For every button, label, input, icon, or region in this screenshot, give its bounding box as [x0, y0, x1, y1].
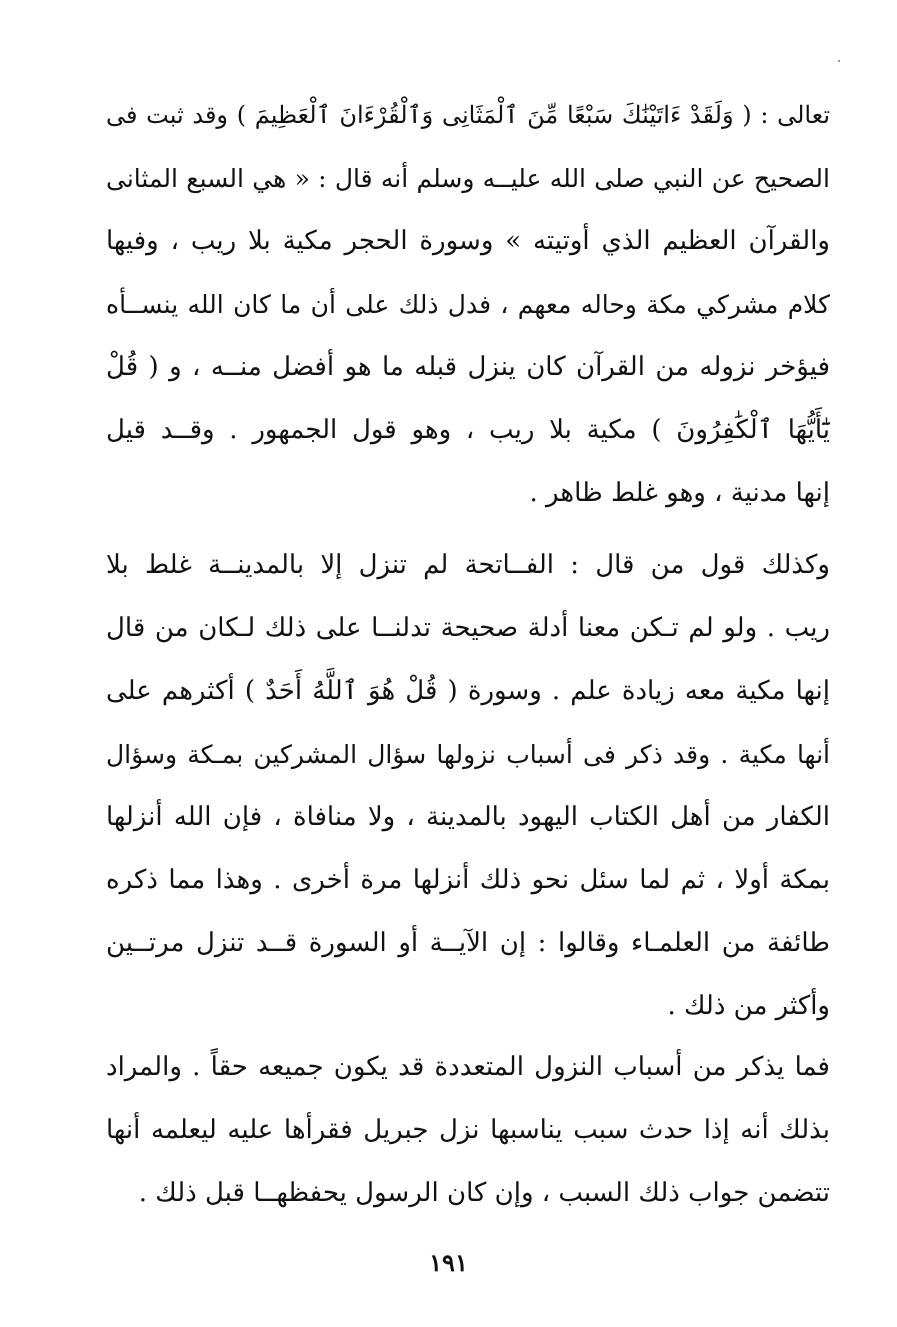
text-line: ريب . ولو لم تـكن معنا أدلة صحيحة تدلنــا على ذلك لـكان من قال	[106, 613, 830, 643]
text-line: طائفة من العلمـاء وقالوا : إن الآيــة أو السورة قــد تنزل مرتــين	[106, 928, 830, 958]
text-line: فيؤخر نزوله من القرآن كان ينزل قبله ما هو أفضل منــه ، و ( قُلْ	[106, 352, 830, 382]
text-line: الكفار من أهل الكتاب اليهود بالمدينة ، ولا منافاة ، فإن الله أنزلها	[106, 802, 830, 832]
text-line: كلام مشركي مكة وحاله معهم ، فدل ذلك على أن ما كان الله ينســأه	[106, 290, 830, 319]
text-line: بمكة أولا ، ثم لما سئل نحو ذلك أنزلها مرة أخرى . وهذا مما ذكره	[106, 865, 830, 895]
paragraph-1	[106, 84, 830, 525]
text-line: تعالى : ( وَلَقَدْ ءَاتَيْنَٰكَ سَبْعًا مِّنَ ٱلْمَثَانِى وَٱلْقُرْءَانَ ٱلْعَظِيمَ ) وقد ثبت فى	[106, 101, 830, 129]
text-line: وأكثر من ذلك .	[667, 991, 830, 1021]
text-line: فما يذكر من أسباب النزول المتعددة قد يكون جميعه حقاً . والمراد	[106, 1052, 830, 1082]
paragraph-2	[106, 534, 830, 1038]
paragraph-3	[106, 1036, 830, 1225]
corner-dot-mark	[838, 60, 840, 62]
text-line: إنها مكية معه زيادة علم . وسورة ( قُلْ هُوَ ٱللَّهُ أَحَدٌ ) أكثرهم على	[106, 676, 830, 706]
text-line: إنها مدنية ، وهو غلط ظاهر .	[529, 478, 830, 508]
text-line: تتضمن جواب ذلك السبب ، وإن كان الرسول يحفظهــا قبل ذلك .	[138, 1178, 830, 1208]
text-line: الصحيح عن النبي صلى الله عليــه وسلم أنه قال : « هي السبع المثانى	[106, 164, 830, 193]
page-number: ١٩١	[429, 1248, 468, 1277]
text-line: بذلك أنه إذا حدث سبب يناسبها نزل جبريل فقرأها عليه ليعلمه أنها	[106, 1115, 830, 1145]
text-line: أنها مكية . وقد ذكر فى أسباب نزولها سؤال المشركين بمـكة وسؤال	[106, 740, 830, 769]
text-line: يَٰٓأَيُّهَا ٱلْكَٰفِرُونَ ) مكية بلا ريب ، وهو قول الجمهور . وقــد قيل	[106, 415, 830, 445]
text-line: وكذلك قول من قال : الفــاتحة لم تنزل إلا بالمدينــة غلط بلا	[106, 550, 830, 580]
text-line: والقرآن العظيم الذي أوتيته » وسورة الحجر مكية بلا ريب ، وفيها	[106, 226, 830, 256]
